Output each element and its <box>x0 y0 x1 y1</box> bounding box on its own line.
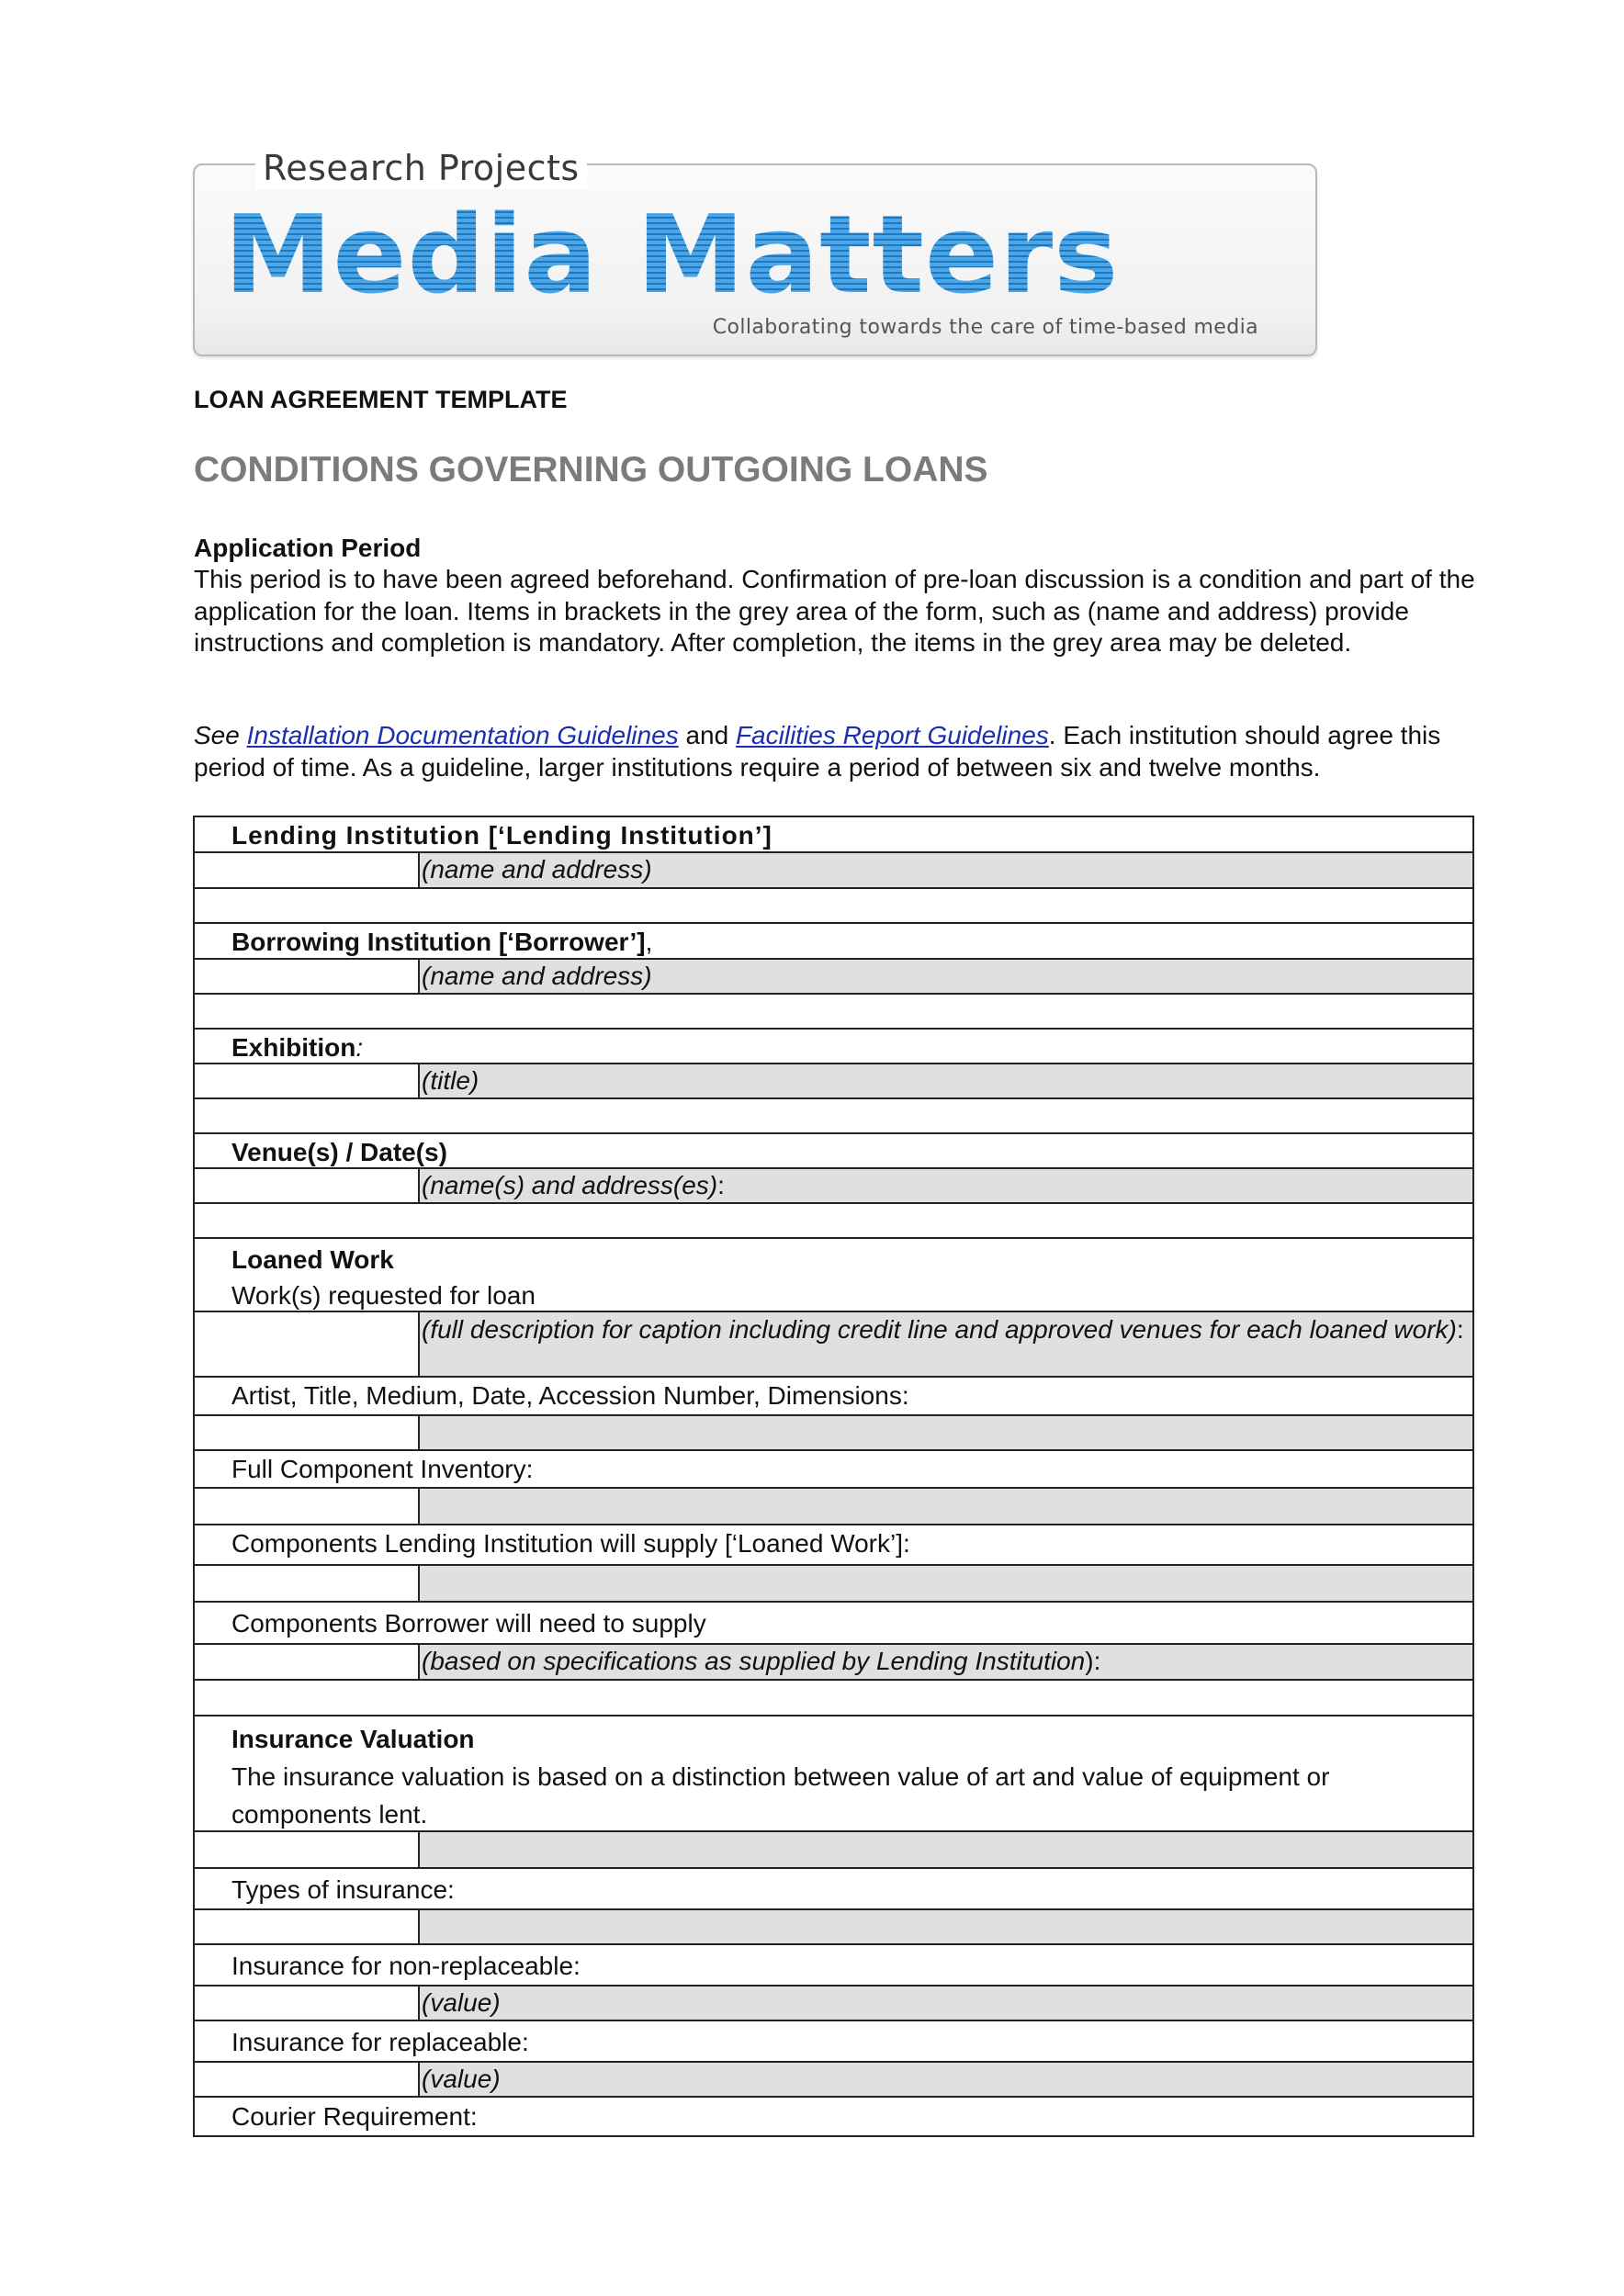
guidelines-rest-text: . Each institution should agree this period of time. As a guideline, larger institutions require a period of between six and twelve months. <box>194 721 1441 782</box>
loan-form-table <box>193 816 1474 2137</box>
nonreplaceable-value-input[interactable]: (value) <box>420 1986 1472 2020</box>
nonreplaceable-label: Insurance for non-replaceable: <box>231 1952 581 1980</box>
inventory-row <box>195 1449 1472 1487</box>
components-lending-row <box>195 1524 1472 1564</box>
types-of-insurance-label: Types of insurance: <box>231 1875 455 1904</box>
media-matters-logo <box>193 148 1317 356</box>
blank-row <box>195 1202 1472 1237</box>
components-borrower-hint: (based on specifications as supplied by Lending Institution <box>422 1647 1086 1675</box>
inventory-field-row <box>195 1487 1472 1524</box>
lending-institution-suffix: [‘Lending Institution’] <box>479 821 773 850</box>
borrowing-institution-row <box>195 922 1472 958</box>
venue-row <box>195 1132 1472 1167</box>
insurance-valuation-label: Insurance Valuation <box>231 1725 475 1753</box>
artist-row <box>195 1376 1472 1414</box>
installation-guidelines-link[interactable]: Installation Documentation Guidelines <box>246 721 679 749</box>
borrowing-institution-field-row <box>195 958 1472 993</box>
and-text: and <box>685 721 729 749</box>
courier-row <box>195 2096 1472 2135</box>
insurance-valuation-field-row <box>195 1830 1472 1867</box>
blank-row <box>195 993 1472 1028</box>
venue-input[interactable] <box>420 1169 1472 1202</box>
nonreplaceable-row <box>195 1943 1472 1985</box>
borrowing-institution-label: Borrowing Institution [‘Borrower’] <box>231 928 646 956</box>
blank-row <box>195 887 1472 922</box>
components-borrower-field-row <box>195 1643 1472 1679</box>
venue-label: Venue(s) / Date(s) <box>231 1138 447 1166</box>
components-borrower-row <box>195 1601 1472 1643</box>
exhibition-row <box>195 1028 1472 1063</box>
exhibition-label: Exhibition <box>231 1033 356 1062</box>
borrowing-institution-input[interactable]: (name and address) <box>420 960 1472 993</box>
components-borrower-hint-suffix: ): <box>1085 1647 1101 1675</box>
types-of-insurance-field-row <box>195 1908 1472 1943</box>
borrowing-institution-suffix: , <box>645 928 653 956</box>
artist-field-row <box>195 1414 1472 1449</box>
venue-hint-suffix: : <box>717 1171 725 1199</box>
lending-institution-input[interactable]: (name and address) <box>420 853 1472 887</box>
inventory-input[interactable] <box>420 1489 1472 1524</box>
exhibition-field-row <box>195 1063 1472 1097</box>
logo-main-text: Media Matters <box>224 191 1120 318</box>
loaned-work-hint-suffix: : <box>1456 1315 1464 1344</box>
replaceable-row <box>195 2020 1472 2061</box>
venue-field-row <box>195 1167 1472 1202</box>
components-lending-field-row <box>195 1564 1472 1601</box>
venue-hint: (name(s) and address(es) <box>422 1171 718 1199</box>
components-borrower-input[interactable] <box>420 1645 1472 1679</box>
types-of-insurance-row <box>195 1867 1472 1908</box>
exhibition-title-input[interactable]: (title) <box>420 1064 1472 1097</box>
insurance-valuation-text: The insurance valuation is based on a distinction between value of art and value of equipment or components lent. <box>231 1762 1330 1829</box>
replaceable-label: Insurance for replaceable: <box>231 2028 529 2056</box>
application-period-paragraph: This period is to have been agreed beforehand. Confirmation of pre-loan discussion is a condition and part of the application for the loan. Items in brackets in the grey area of the form, such as (name and address) provide instructions and completion is mandatory. After completion, the items in the grey area may be deleted. <box>194 565 1475 657</box>
artist-input[interactable] <box>420 1416 1472 1449</box>
components-lending-label: Components Lending Institution will supply [‘Loaned Work’]: <box>231 1529 910 1558</box>
document-type: LOAN AGREEMENT TEMPLATE <box>194 386 568 413</box>
insurance-valuation-input[interactable] <box>420 1832 1472 1867</box>
see-text: See <box>194 721 240 749</box>
courier-label: Courier Requirement: <box>231 2102 478 2131</box>
loaned-work-field-row <box>195 1311 1472 1376</box>
inventory-label: Full Component Inventory: <box>231 1455 534 1483</box>
loaned-work-row <box>195 1237 1472 1311</box>
components-borrower-label: Components Borrower will need to supply <box>231 1609 706 1638</box>
blank-row <box>195 1679 1472 1715</box>
nonreplaceable-field-row <box>195 1985 1472 2020</box>
components-lending-input[interactable] <box>420 1566 1472 1601</box>
loaned-work-label: Loaned Work <box>231 1245 394 1274</box>
guidelines-paragraph <box>194 720 1498 783</box>
lending-institution-label: Lending Institution <box>231 821 480 850</box>
blank-row <box>195 1097 1472 1132</box>
types-of-insurance-input[interactable] <box>420 1910 1472 1943</box>
loaned-work-hint: (full description for caption including credit line and approved venues for each loaned work) <box>422 1315 1457 1344</box>
section-heading-application-period: Application Period <box>194 534 422 562</box>
facilities-report-link[interactable]: Facilities Report Guidelines <box>735 721 1049 749</box>
lending-institution-field-row <box>195 851 1472 887</box>
exhibition-suffix: : <box>355 1033 364 1062</box>
loaned-work-sublabel: Work(s) requested for loan <box>231 1281 536 1310</box>
replaceable-field-row <box>195 2061 1472 2096</box>
artist-label: Artist, Title, Medium, Date, Accession Number, Dimensions: <box>231 1381 909 1410</box>
lending-institution-row <box>195 817 1472 851</box>
logo-top-text: Research Projects <box>255 147 587 189</box>
loaned-work-input[interactable] <box>420 1312 1472 1376</box>
logo-tagline: Collaborating towards the care of time-based media <box>712 316 1258 339</box>
insurance-valuation-row <box>195 1715 1472 1830</box>
page-title: CONDITIONS GOVERNING OUTGOING LOANS <box>194 450 988 490</box>
replaceable-value-input[interactable]: (value) <box>420 2063 1472 2096</box>
